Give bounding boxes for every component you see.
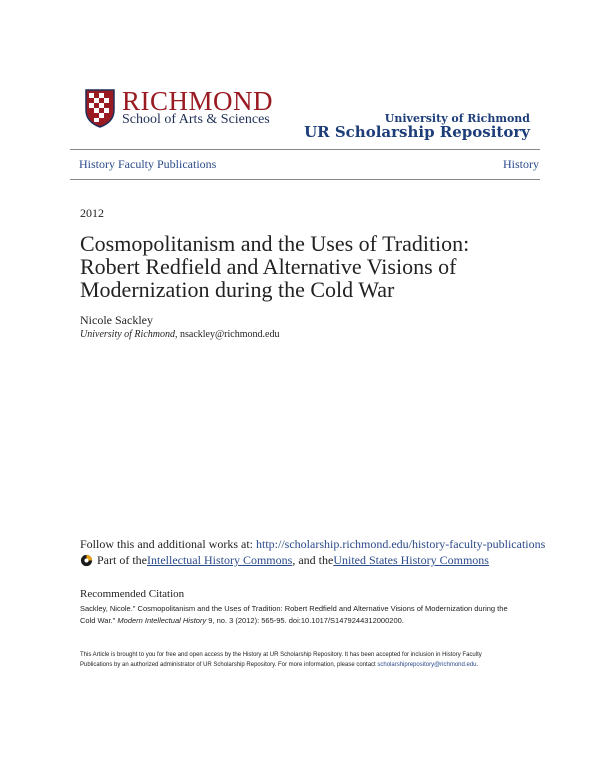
commons-network-icon [80,554,93,567]
notice-end: . [476,662,479,668]
repository-email-link[interactable]: scholarshiprepository@richmond.edu [377,662,477,668]
follow-url-link[interactable]: http://scholarship.richmond.edu/history-faculty-publications [256,537,546,551]
citation-journal: Modern Intellectual History [117,616,207,625]
notice-text: This Article is brought to you for free and open access by the History at UR Scholarship Repository. It has been accepted for inclusion in History Faculty Publications by an authorized administrator of UR Scholarship Repository. For more information, please contact [80,652,482,668]
part-of-prefix: Part of the [97,553,147,567]
part-of-middle: , and the [292,553,334,567]
citation-after: 9, no. 3 (2012): 565-95. doi:10.1017/S1479244312000200. [206,616,404,625]
logo-subtitle: School of Arts & Sciences [122,112,270,127]
citation-before: Sackley, Nicole." Cosmopolitanism and the Uses of Tradition: Robert Redfield and Alternative Visions of Modernization during the Cold War." [80,604,508,625]
collection-link[interactable]: History Faculty Publications [79,157,217,171]
university-logo [84,88,284,132]
repository-name[interactable]: UR Scholarship Repository [304,123,530,141]
header-divider-top [70,149,540,150]
citation-text [80,603,520,627]
us-history-commons-link[interactable]: United States History Commons [333,553,489,567]
shield-icon [84,88,116,128]
follow-label: Follow this and additional works at: [80,537,256,551]
affiliation-institution: University of Richmond [80,329,175,340]
intellectual-history-commons-link[interactable]: Intellectual History Commons [147,553,293,567]
author-affiliation [80,329,279,340]
author-name: Nicole Sackley [80,313,153,327]
logo-title: RICHMOND [122,86,274,116]
department-link[interactable]: History [503,157,539,171]
access-notice [80,650,510,670]
article-title: Cosmopolitanism and the Uses of Tradition: Robert Redfield and Alternative Visions of Modernization during the Cold War [80,231,470,302]
part-of-line [80,553,489,568]
repository-institution[interactable]: University of Richmond [384,112,530,125]
follow-line [80,537,545,552]
publication-year: 2012 [80,206,104,220]
citation-heading: Recommended Citation [80,588,185,600]
header-divider-bottom [70,179,540,180]
affiliation-email: , nsackley@richmond.edu [174,329,280,340]
